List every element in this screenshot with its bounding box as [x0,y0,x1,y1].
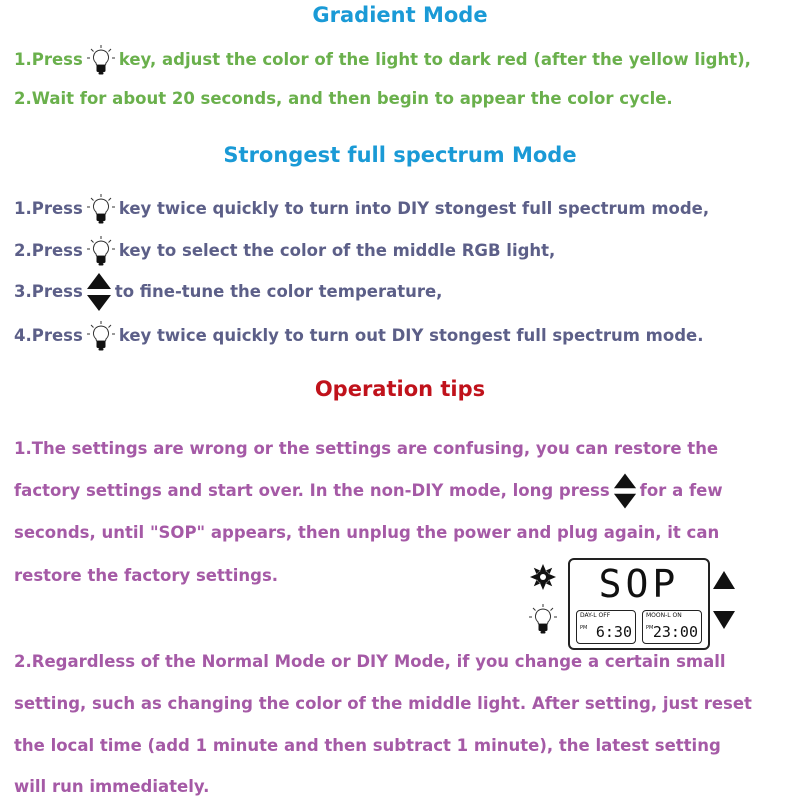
lcd-pm-indicator: PM [646,625,654,631]
tip-1-text-a: 1.The settings are wrong or the settings are confusing, you can restore the [14,439,719,458]
controller-display [528,558,740,650]
tip-1-text-d: restore the factory settings. [14,566,279,585]
lcd-main-readout: SOP [598,562,680,606]
spectrum-step-4 [14,320,703,352]
bulb-key-icon [86,320,116,352]
operation-tips-title: Operation tips [314,377,486,401]
spectrum-step-3-text: to fine-tune the color temperature, [114,282,443,301]
gradient-step-1 [14,44,751,76]
spectrum-step-4-prefix: 4.Press [14,326,83,345]
gradient-step-1-text: key, adjust the color of the light to dark red (after the yellow light), [118,50,751,69]
spectrum-step-4-text: key twice quickly to turn out DIY stongest full spectrum mode. [118,326,704,345]
tip-2-line-4 [14,775,209,799]
tip-1-line-3 [14,521,719,545]
gradient-step-1-prefix: 1.Press [14,50,83,69]
spectrum-mode-title: Strongest full spectrum Mode [223,143,577,167]
gradient-mode-title: Gradient Mode [312,3,488,27]
bulb-key-icon [86,235,116,267]
gradient-step-2 [14,87,673,111]
tip-1-text-c: seconds, until "SOP" appears, then unplug the power and plug again, it can [14,523,720,542]
bulb-key-icon [86,193,116,225]
bulb-key-icon [528,603,558,635]
lcd-day-time: 6:30 [595,623,632,641]
spectrum-step-3-prefix: 3.Press [14,282,83,301]
tip-2-text-d: will run immediately. [14,777,210,796]
lcd-moon-light-box [642,610,702,644]
spectrum-step-2 [14,235,555,267]
spectrum-step-1 [14,193,709,225]
up-arrow-icon [712,570,736,590]
up-down-arrow-icon [86,272,112,312]
tip-1-text-b-end: for a few [639,481,723,500]
tip-1-text-b: factory settings and start over. In the non-DIY mode, long press [14,481,610,500]
tip-1-line-2 [14,472,723,510]
down-arrow-icon [712,610,736,630]
spectrum-step-1-text: key twice quickly to turn into DIY stongest full spectrum mode, [118,199,710,218]
bulb-key-icon [86,44,116,76]
lcd-day-light-box [576,610,636,644]
up-down-arrow-icon [613,472,637,510]
spectrum-step-3 [14,272,442,312]
tip-2-line-1 [14,650,726,674]
tip-1-line-1 [14,437,718,461]
lcd-screen [568,558,710,650]
lcd-day-label: DAY-L OFF [580,612,611,619]
tip-2-text-a: 2.Regardless of the Normal Mode or DIY Mode, if you change a certain small [14,652,726,671]
tip-1-line-4 [14,564,278,588]
spectrum-step-1-prefix: 1.Press [14,199,83,218]
lcd-moon-label: MOON-L ON [646,612,682,619]
spectrum-step-2-text: key to select the color of the middle RGB light, [118,241,556,260]
tip-2-text-c: the local time (add 1 minute and then subtract 1 minute), the latest setting [14,736,721,755]
tip-2-text-b: setting, such as changing the color of the middle light. After setting, just reset [14,694,752,713]
sun-gear-icon [530,564,556,590]
lcd-pm-indicator: PM [580,625,588,631]
tip-2-line-2 [14,692,752,716]
spectrum-step-2-prefix: 2.Press [14,241,83,260]
lcd-moon-time: 23:00 [652,623,698,641]
tip-2-line-3 [14,734,721,758]
gradient-step-2-text: 2.Wait for about 20 seconds, and then begin to appear the color cycle. [14,89,673,108]
